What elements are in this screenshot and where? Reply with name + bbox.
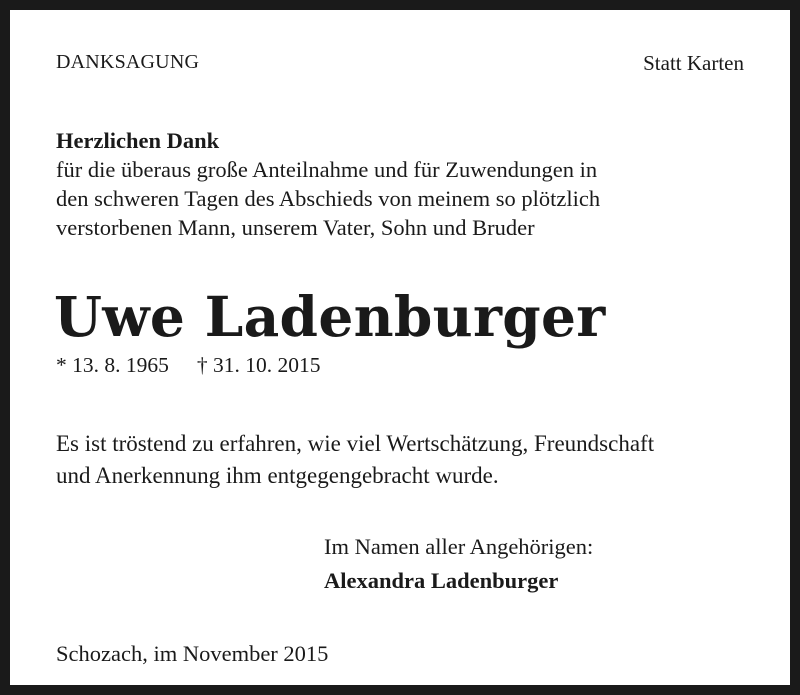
- message-line: und Anerkennung ihm entgegengebracht wurde.: [56, 463, 499, 488]
- notice-type-label: DANKSAGUNG: [56, 51, 200, 73]
- birth-date: * 13. 8. 1965: [56, 353, 169, 377]
- statt-karten-label: Statt Karten: [643, 51, 744, 75]
- deceased-name: Uwe Ladenburger: [54, 284, 606, 349]
- message-line: Es ist tröstend zu erfahren, wie viel Wertschätzung, Freundschaft: [56, 431, 655, 456]
- death-date: † 31. 10. 2015: [196, 353, 321, 377]
- signature-block: [324, 530, 593, 598]
- thanks-line: verstorbenen Mann, unserem Vater, Sohn und Bruder: [56, 215, 535, 240]
- condolence-message: [56, 428, 654, 492]
- thanks-heading: Herzlichen Dank: [56, 128, 220, 153]
- thanks-line: für die überaus große Anteilnahme und für Zuwendungen in: [56, 157, 598, 182]
- life-dates: [56, 353, 321, 378]
- thanks-intro: [56, 126, 600, 242]
- signature-name: Alexandra Ladenburger: [324, 568, 559, 593]
- thanks-line: den schweren Tagen des Abschieds von meinem so plötzlich: [56, 186, 601, 211]
- signature-intro: Im Namen aller Angehörigen:: [324, 534, 594, 559]
- place-and-date: Schozach, im November 2015: [56, 641, 329, 666]
